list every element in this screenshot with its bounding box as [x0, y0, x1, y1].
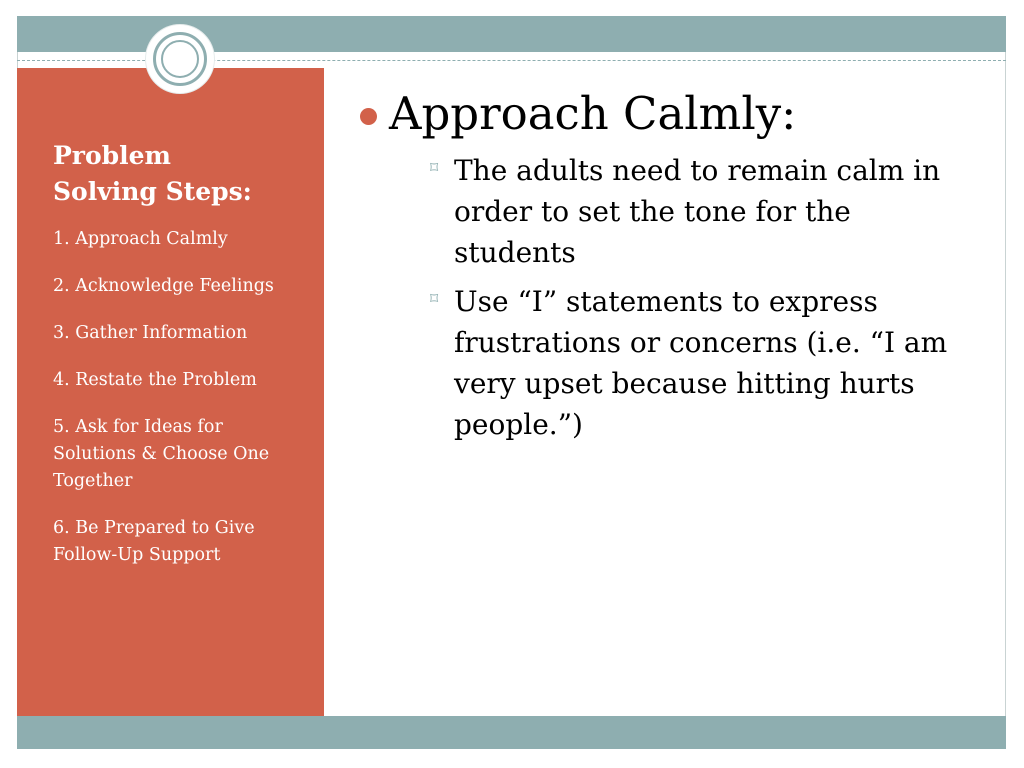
circle-badge-icon — [146, 25, 214, 93]
bottom-band — [17, 716, 1006, 749]
sub-bullet-icon: ⌑ — [430, 158, 439, 177]
step-item: 4. Restate the Problem — [53, 370, 257, 390]
main-bullet — [360, 84, 990, 144]
bullet-dot-icon — [360, 108, 377, 125]
sub-bullet-text: The adults need to remain calm in order to set the tone for the students — [454, 154, 941, 269]
sub-bullet-list — [430, 150, 975, 445]
sub-bullet-item — [430, 150, 975, 273]
sub-bullet-text: Use “I” statements to express frustrations or concerns (i.e. “I am very upset because hitting hurts people.”) — [454, 285, 948, 441]
sidebar-title: Problem Solving Steps: — [53, 141, 252, 206]
step-item: 6. Be Prepared to Give Follow-Up Support — [53, 518, 255, 565]
sub-bullet-icon: ⌑ — [430, 289, 439, 308]
step-item: 2. Acknowledge Feelings — [53, 276, 274, 296]
badge-ring — [153, 32, 207, 86]
sidebar-panel — [17, 68, 324, 716]
step-item: 5. Ask for Ideas for Solutions & Choose One Together — [53, 417, 270, 491]
step-item: 1. Approach Calmly — [53, 229, 228, 249]
main-content — [360, 84, 990, 453]
steps-list — [53, 226, 305, 589]
slide-heading: Approach Calmly: — [389, 87, 797, 140]
step-item: 3. Gather Information — [53, 323, 248, 343]
badge-inner-ring — [161, 40, 199, 78]
sub-bullet-item — [430, 281, 975, 445]
